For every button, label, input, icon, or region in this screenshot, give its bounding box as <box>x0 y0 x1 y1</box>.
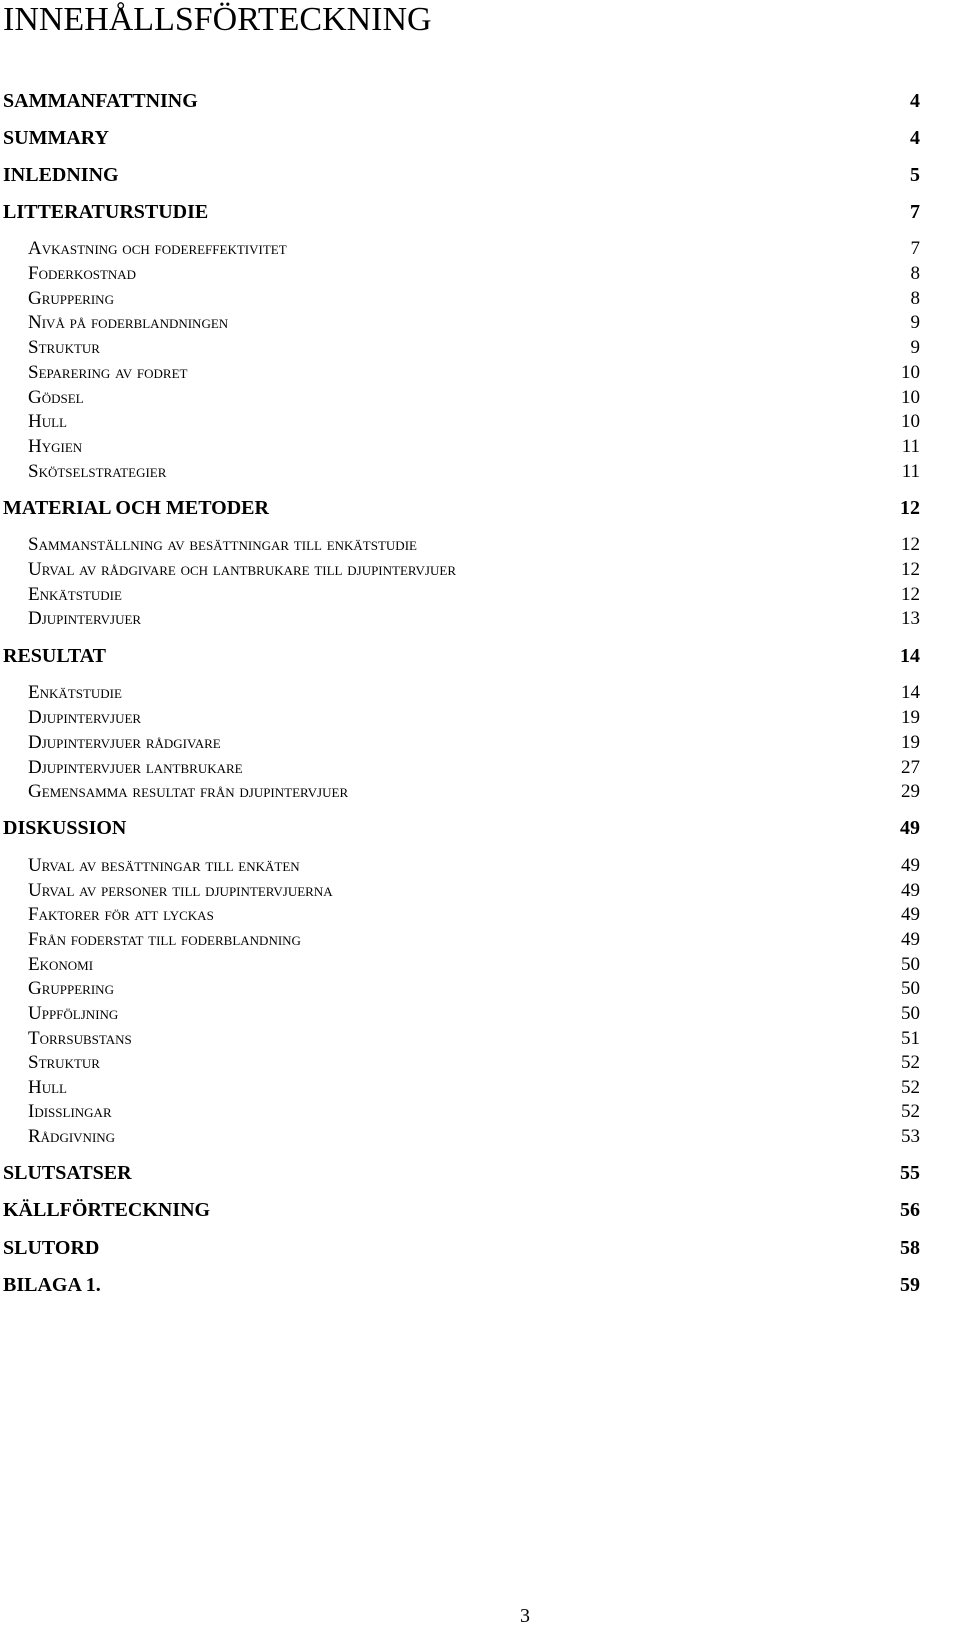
toc-entry-label: INLEDNING <box>3 164 119 186</box>
toc-entry-page: 14 <box>901 682 920 703</box>
toc-entry-label: Urval av rådgivare och lantbrukare till djupintervjuer <box>28 559 456 580</box>
toc-entry-page: 49 <box>900 817 920 839</box>
toc-subentry[interactable] <box>0 997 960 1025</box>
toc-entry-page: 52 <box>901 1077 920 1098</box>
toc-entry-label: Skötselstrategier <box>28 461 167 482</box>
toc-entry-page: 13 <box>901 608 920 629</box>
toc-entry-label: Gemensamma resultat från djupintervjuer <box>28 781 349 802</box>
toc-entry-label: Separering av fodret <box>28 362 188 383</box>
toc-entry-label: Hull <box>28 1077 67 1098</box>
toc-entry-label: Djupintervjuer rådgivare <box>28 732 221 753</box>
toc-entry-label: KÄLLFÖRTECKNING <box>3 1199 211 1221</box>
toc-entry-page: 49 <box>901 880 920 901</box>
toc-subentry[interactable] <box>0 553 960 581</box>
toc-entry-page: 5 <box>910 164 920 186</box>
toc-entry-page: 8 <box>910 288 920 309</box>
toc-entry-label: Avkastning och fodereffektivitet <box>28 238 287 259</box>
toc-entry-label: SLUTSATSER <box>3 1162 132 1184</box>
toc-entry-page: 11 <box>901 436 920 457</box>
toc-heading-entry[interactable] <box>0 812 960 840</box>
toc-entry-label: SLUTORD <box>3 1237 100 1259</box>
toc-entry-page: 10 <box>901 387 920 408</box>
toc-entry-page: 49 <box>901 855 920 876</box>
toc-entry-label: Nivå på foderblandningen <box>28 312 229 333</box>
toc-subentry[interactable] <box>0 430 960 458</box>
toc-subentry[interactable] <box>0 257 960 285</box>
toc-entry-page: 10 <box>901 411 920 432</box>
toc-entry-page: 52 <box>901 1101 920 1122</box>
toc-heading-entry[interactable] <box>0 85 960 113</box>
toc-entry-label: Sammanställning av besättningar till enkätstudie <box>28 534 417 555</box>
toc-subentry[interactable] <box>0 1095 960 1123</box>
toc-subentry[interactable] <box>0 602 960 630</box>
toc-entry-label: SUMMARY <box>3 127 109 149</box>
toc-heading-entry[interactable] <box>0 196 960 224</box>
toc-entry-page: 53 <box>901 1126 920 1147</box>
toc-subentry[interactable] <box>0 972 960 1000</box>
toc-entry-page: 4 <box>910 127 920 149</box>
toc-entry-label: Idisslingar <box>28 1101 112 1122</box>
toc-entry-page: 14 <box>900 645 920 667</box>
toc-heading-entry[interactable] <box>0 159 960 187</box>
toc-entry-label: Foderkostnad <box>28 263 137 284</box>
toc-heading-entry[interactable] <box>0 122 960 150</box>
toc-entry-page: 49 <box>901 904 920 925</box>
toc-entry-page: 19 <box>901 732 920 753</box>
toc-entry-label: Struktur <box>28 337 100 358</box>
toc-heading-entry[interactable] <box>0 1232 960 1260</box>
toc-entry-page: 19 <box>901 707 920 728</box>
toc-subentry[interactable] <box>0 923 960 951</box>
toc-entry-page: 9 <box>910 337 920 358</box>
toc-entry-page: 9 <box>910 312 920 333</box>
toc-entry-page: 10 <box>901 362 920 383</box>
toc-heading-entry[interactable] <box>0 640 960 668</box>
toc-subentry[interactable] <box>0 232 960 260</box>
toc-entry-label: MATERIAL OCH METODER <box>3 497 269 519</box>
toc-entry-label: Gruppering <box>28 978 114 999</box>
toc-entry-label: Urval av personer till djupintervjuerna <box>28 880 333 901</box>
toc-entry-label: DISKUSSION <box>3 817 127 839</box>
toc-subentry[interactable] <box>0 306 960 334</box>
toc-subentry[interactable] <box>0 701 960 729</box>
toc-subentry[interactable] <box>0 775 960 803</box>
toc-entry-page: 50 <box>901 1003 920 1024</box>
toc-heading-entry[interactable] <box>0 1194 960 1222</box>
toc-entry-page: 58 <box>900 1237 920 1259</box>
toc-subentry[interactable] <box>0 356 960 384</box>
toc-heading-entry[interactable] <box>0 1157 960 1185</box>
toc-entry-page: 7 <box>910 201 920 223</box>
toc-entry-label: Djupintervjuer lantbrukare <box>28 757 243 778</box>
toc-entry-page: 27 <box>901 757 920 778</box>
toc-entry-label: Hygien <box>28 436 83 457</box>
toc-entry-label: Struktur <box>28 1052 100 1073</box>
toc-entry-label: Urval av besättningar till enkäten <box>28 855 300 876</box>
toc-entry-label: RESULTAT <box>3 645 107 667</box>
toc-entry-label: LITTERATURSTUDIE <box>3 201 209 223</box>
toc-entry-label: Hull <box>28 411 67 432</box>
toc-entry-label: Från foderstat till foderblandning <box>28 929 301 950</box>
toc-subentry[interactable] <box>0 1046 960 1074</box>
toc-heading-entry[interactable] <box>0 492 960 520</box>
toc-subentry[interactable] <box>0 528 960 556</box>
toc-entry-page: 52 <box>901 1052 920 1073</box>
toc-entry-label: Ekonomi <box>28 954 94 975</box>
page-title: INNEHÅLLSFÖRTECKNING <box>3 1 432 38</box>
toc-entry-label: Uppföljning <box>28 1003 119 1024</box>
toc-entry-label: Enkätstudie <box>28 584 122 605</box>
toc-subentry[interactable] <box>0 455 960 483</box>
toc-entry-page: 7 <box>910 238 920 259</box>
toc-entry-page: 12 <box>901 534 920 555</box>
toc-entry-label: Gruppering <box>28 288 114 309</box>
toc-entry-label: Faktorer för att lyckas <box>28 904 214 925</box>
toc-subentry[interactable] <box>0 1120 960 1148</box>
toc-entry-page: 4 <box>910 90 920 112</box>
toc-entry-page: 12 <box>900 497 920 519</box>
toc-entry-label: Djupintervjuer <box>28 707 142 728</box>
toc-subentry[interactable] <box>0 849 960 877</box>
toc-entry-page: 12 <box>901 584 920 605</box>
toc-entry-label: SAMMANFATTNING <box>3 90 198 112</box>
toc-entry-page: 29 <box>901 781 920 802</box>
toc-entry-page: 51 <box>901 1028 920 1049</box>
toc-entry-page: 11 <box>901 461 920 482</box>
toc-entry-label: Gödsel <box>28 387 84 408</box>
toc-subentry[interactable] <box>0 898 960 926</box>
toc-entry-page: 56 <box>900 1199 920 1221</box>
toc-entry-page: 8 <box>910 263 920 284</box>
toc-subentry[interactable] <box>0 331 960 359</box>
toc-entry-page: 50 <box>901 954 920 975</box>
toc-entry-label: BILAGA 1. <box>3 1274 101 1296</box>
toc-entry-label: Enkätstudie <box>28 682 122 703</box>
toc-entry-page: 59 <box>900 1274 920 1296</box>
toc-entry-label: Djupintervjuer <box>28 608 142 629</box>
toc-entry-label: Torrsubstans <box>28 1028 132 1049</box>
page-number: 3 <box>520 1605 530 1627</box>
toc-heading-entry[interactable] <box>0 1269 960 1297</box>
toc-entry-page: 49 <box>901 929 920 950</box>
toc-entry-page: 12 <box>901 559 920 580</box>
toc-entry-label: Rådgivning <box>28 1126 116 1147</box>
toc-subentry[interactable] <box>0 676 960 704</box>
toc-subentry[interactable] <box>0 726 960 754</box>
toc-entry-page: 50 <box>901 978 920 999</box>
toc-subentry[interactable] <box>0 405 960 433</box>
toc-entry-page: 55 <box>900 1162 920 1184</box>
